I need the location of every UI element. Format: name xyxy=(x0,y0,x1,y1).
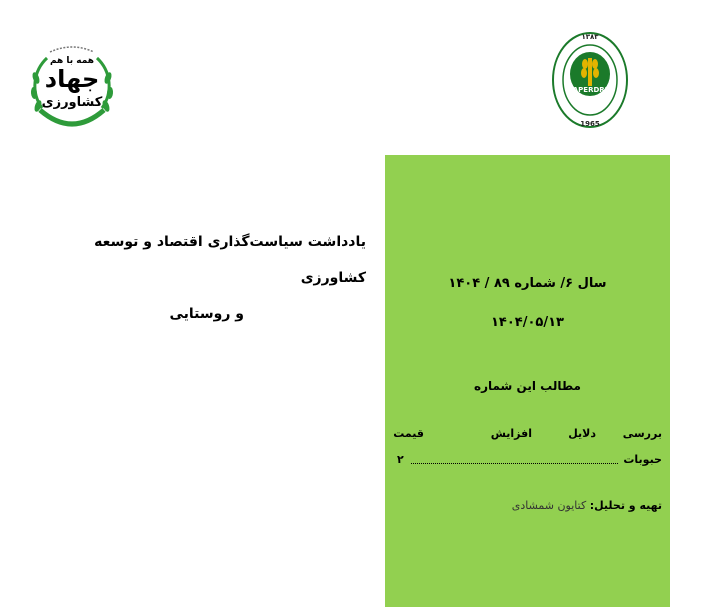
toc-word-4: قیمت xyxy=(393,427,424,440)
toc-entry[interactable] xyxy=(397,453,662,469)
author-label: تهیه و تحلیل: xyxy=(589,499,662,512)
document-title xyxy=(40,224,366,332)
issue-number: سال ۶/ شماره ۸۹ / ۱۴۰۴ xyxy=(448,276,607,291)
logo-left-line2: جهاد xyxy=(44,65,100,93)
title-line1: یادداشت سیاست‌گذاری اقتصاد و توسعه کشاورزی xyxy=(94,234,366,286)
logo-left-line3: کشاورزی xyxy=(41,95,103,110)
aperdri-name: APERDRI xyxy=(572,86,608,94)
aperdri-logo xyxy=(551,30,629,130)
author-line xyxy=(512,499,662,512)
jahad-keshavarzi-logo xyxy=(22,38,122,138)
toc-header-row xyxy=(393,427,662,443)
issue-date: ۱۴۰۴/۰۵/۱۳ xyxy=(491,315,564,330)
toc-word-3: افزایش xyxy=(490,427,532,440)
toc-heading: مطالب این شماره xyxy=(474,379,581,393)
toc-word-2: دلایل xyxy=(568,427,596,440)
aperdri-seal-icon xyxy=(551,30,629,130)
issue-info-panel xyxy=(385,155,670,607)
title-line2: و روستایی xyxy=(169,306,244,322)
toc-entry-title: حبوبات xyxy=(623,453,662,466)
toc-entry-page: ۲ xyxy=(397,453,404,466)
toc-word-1: بررسی xyxy=(622,427,662,440)
toc-leader-dots xyxy=(411,463,618,464)
aperdri-top-number: ۱۳۸۳ xyxy=(581,33,599,41)
logo-left-line1: همه با هم xyxy=(49,56,95,66)
author-name: کتایون شمشادی xyxy=(511,499,587,512)
aperdri-bottom-number: 1965 xyxy=(580,120,600,128)
